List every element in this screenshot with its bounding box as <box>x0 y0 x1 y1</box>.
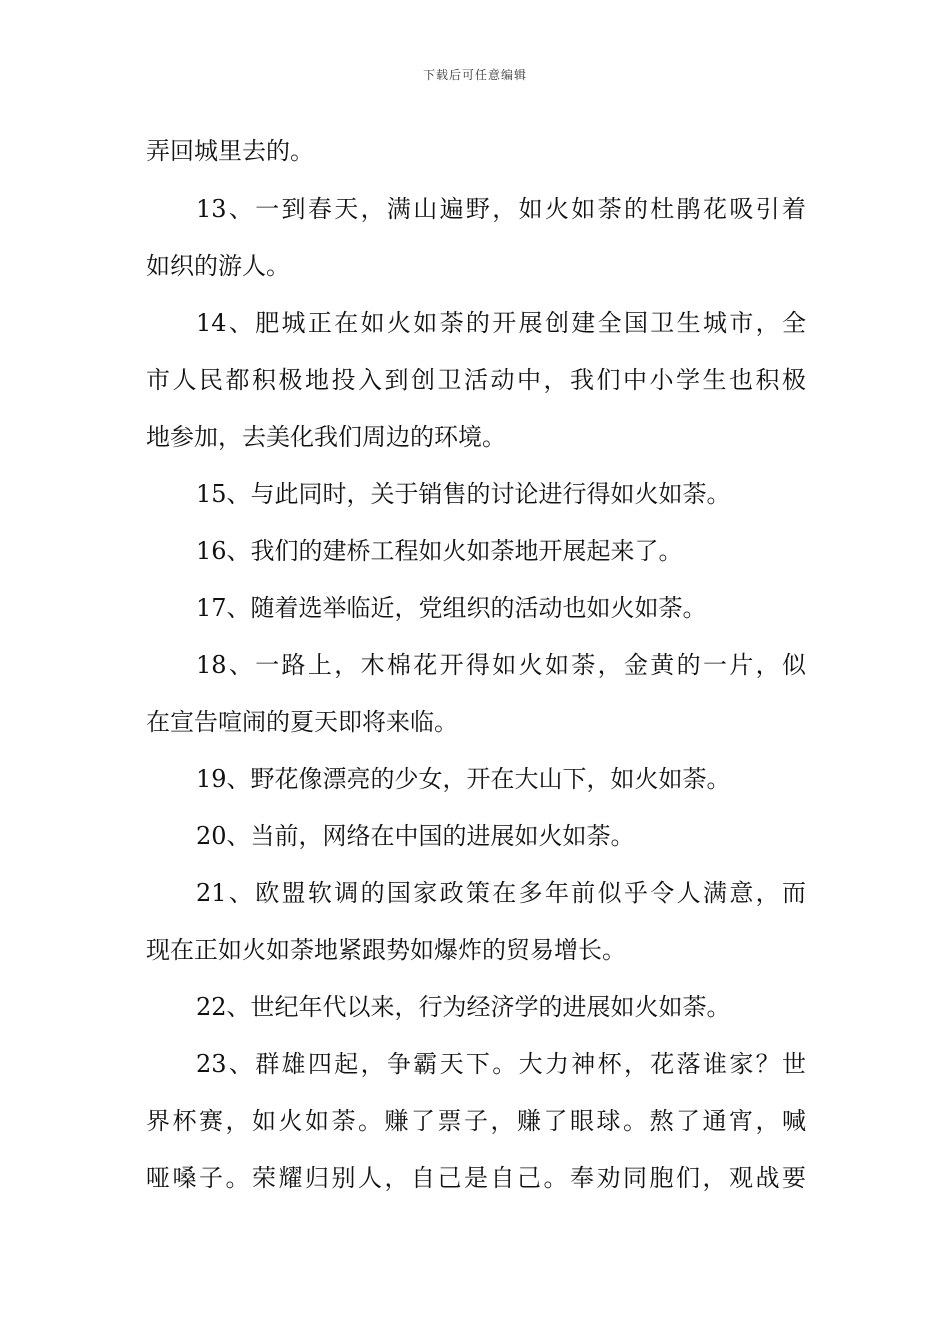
text-line: 13、一到春天，满山遍野，如火如荼的杜鹃花吸引着 <box>196 195 806 223</box>
text-line: 18、一路上，木棉花开得如火如荼，金黄的一片，似 <box>196 651 806 679</box>
text-line: 如织的游人。 <box>146 252 290 280</box>
text-line: 15、与此同时，关于销售的讨论进行得如火如荼。 <box>196 480 731 508</box>
text-line: 市人民都积极地投入到创卫活动中，我们中小学生也积极 <box>146 366 806 394</box>
text-line: 地参加，去美化我们周边的环境。 <box>146 423 506 451</box>
text-line: 界杯赛，如火如荼。赚了票子，赚了眼球。熬了通宵，喊 <box>146 1107 806 1135</box>
text-line: 弄回城里去的。 <box>146 137 314 165</box>
text-line: 22、世纪年代以来，行为经济学的进展如火如荼。 <box>196 993 731 1021</box>
text-line: 哑嗓子。荣耀归别人，自己是自己。奉劝同胞们，观战要 <box>146 1164 806 1192</box>
text-line: 20、当前，网络在中国的进展如火如荼。 <box>196 822 635 850</box>
text-line: 在宣告喧闹的夏天即将来临。 <box>146 708 458 736</box>
text-line: 现在正如火如荼地紧跟势如爆炸的贸易增长。 <box>146 936 626 964</box>
text-line: 17、随着选举临近，党组织的活动也如火如荼。 <box>196 594 707 622</box>
text-line: 16、我们的建桥工程如火如荼地开展起来了。 <box>196 537 683 565</box>
text-line: 21、欧盟软调的国家政策在多年前似乎令人满意，而 <box>196 879 806 907</box>
page-header: 下载后可任意编辑 <box>422 68 527 82</box>
text-line: 14、肥城正在如火如荼的开展创建全国卫生城市，全 <box>196 309 806 337</box>
text-line: 19、野花像漂亮的少女，开在大山下，如火如荼。 <box>196 765 731 793</box>
text-line: 23、群雄四起，争霸天下。大力神杯，花落谁家？世 <box>196 1050 806 1078</box>
